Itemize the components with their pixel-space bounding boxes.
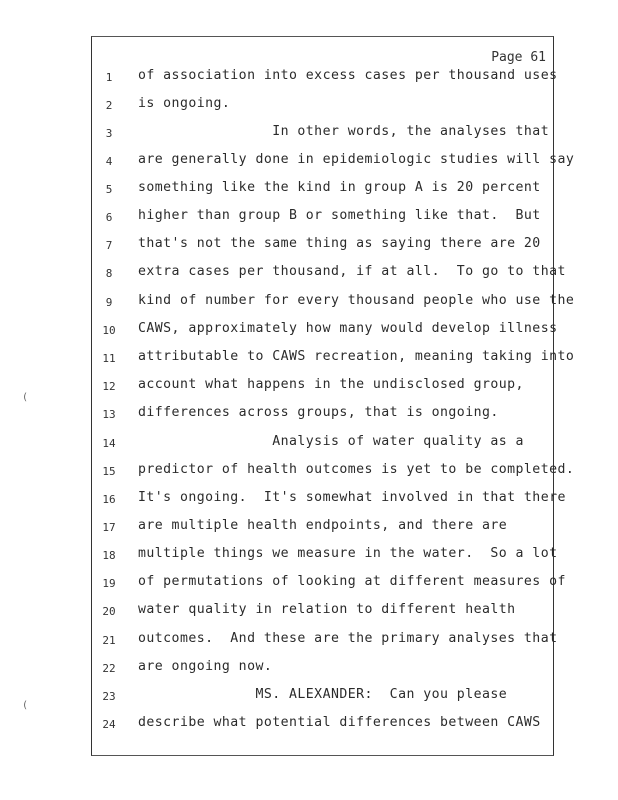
line-number: 22	[102, 662, 116, 675]
transcript-line: something like the kind in group A is 20 percent	[138, 180, 541, 195]
line-number: 24	[102, 718, 116, 731]
line-number: 14	[102, 437, 116, 450]
transcript-line: extra cases per thousand, if at all. To go to that	[138, 264, 566, 279]
transcript-line: Analysis of water quality as a	[138, 434, 524, 449]
transcript-line: CAWS, approximately how many would develop illness	[138, 321, 558, 336]
line-number: 7	[105, 239, 113, 252]
line-number: 9	[105, 296, 113, 309]
line-number: 6	[105, 211, 113, 224]
line-number: 2	[105, 99, 113, 112]
transcript-line: account what happens in the undisclosed group,	[138, 377, 524, 392]
line-number: 12	[102, 380, 116, 393]
transcript-line: outcomes. And these are the primary analyses that	[138, 631, 558, 646]
transcript-line: higher than group B or something like that. But	[138, 208, 541, 223]
line-number: 16	[102, 493, 116, 506]
line-number: 5	[105, 183, 113, 196]
line-number: 11	[102, 352, 116, 365]
scan-mark-icon: (	[22, 700, 29, 711]
line-number: 20	[102, 605, 116, 618]
transcript-line: that's not the same thing as saying there are 20	[138, 236, 541, 251]
scan-mark-icon: (	[22, 392, 29, 403]
line-number: 3	[105, 127, 113, 140]
page-frame	[91, 36, 554, 756]
transcript-line: predictor of health outcomes is yet to be completed.	[138, 462, 575, 477]
line-number: 8	[105, 267, 113, 280]
line-number: 15	[102, 465, 116, 478]
transcript-line: is ongoing.	[138, 96, 231, 111]
line-number: 18	[102, 549, 116, 562]
transcript-line: kind of number for every thousand people who use the	[138, 293, 575, 308]
transcript-line: of permutations of looking at different measures of	[138, 574, 566, 589]
line-number: 4	[105, 155, 113, 168]
transcript-line: In other words, the analyses that	[138, 124, 550, 139]
transcript-line: describe what potential differences between CAWS	[138, 715, 541, 730]
transcript-line: are generally done in epidemiologic studies will say	[138, 152, 575, 167]
line-number: 10	[102, 324, 116, 337]
transcript-line: are multiple health endpoints, and there are	[138, 518, 508, 533]
transcript-line: multiple things we measure in the water. So a lot	[138, 546, 558, 561]
transcript-line: It's ongoing. It's somewhat involved in that there	[138, 490, 566, 505]
line-number: 17	[102, 521, 116, 534]
line-number: 19	[102, 577, 116, 590]
page-number: Page 61	[491, 50, 546, 65]
transcript-line: MS. ALEXANDER: Can you please	[138, 687, 508, 702]
transcript-line: attributable to CAWS recreation, meaning taking into	[138, 349, 575, 364]
transcript-line: of association into excess cases per thousand uses	[138, 68, 558, 83]
transcript-line: differences across groups, that is ongoing.	[138, 405, 499, 420]
line-number: 21	[102, 634, 116, 647]
line-number: 23	[102, 690, 116, 703]
transcript-line: are ongoing now.	[138, 659, 273, 674]
line-number: 1	[105, 71, 113, 84]
transcript-line: water quality in relation to different health	[138, 602, 516, 617]
line-number: 13	[102, 408, 116, 421]
